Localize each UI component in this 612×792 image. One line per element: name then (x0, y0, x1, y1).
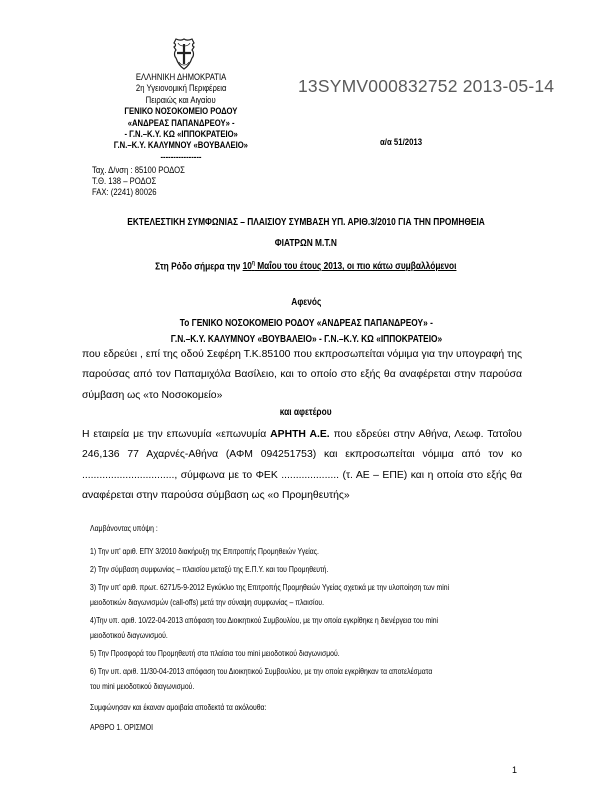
party-a-name: Το ΓΕΝΙΚΟ ΝΟΣΟΚΟΜΕΙΟ ΡΟΔΟΥ «ΑΝΔΡΕΑΣ ΠΑΠΑΝΔΡΕΟΥ» - Γ.Ν.–Κ.Υ. ΚΑΛΥΜΝΟΥ «ΒΟΥΒΑΛΕΙΟ» - Γ.Ν.–Κ.Υ. ΚΩ «ΙΠΠΟΚΡΑΤΕΙΟ» (170, 318, 442, 345)
contact-line: FAX: (2241) 80026 (92, 186, 157, 197)
party-b-text: Η εταιρεία με την επωνυμία «επωνυμία ΑΡΗΤΗ Α.Ε. που εδρεύει στην Αθήνα, Λεωφ. Τατοΐου 246,136 77 Αχαρνές-Αθήνα (ΑΦΜ 094251753) και εκπροσωπείται νόμιμα από τον κο ................................, σύμφωνα με το ΦΕΚ .................... (τ. ΑΕ – ΕΠΕ) και η οποία στο εξής θα αναφέρεται στην παρούσα σύμβαση ως «ο Προμηθευτής» (82, 429, 522, 502)
contact-line: Τ.Θ. 138 – ΡΟΔΟΣ (92, 175, 157, 186)
list-item: 2) Την σύμβαση συμφωνίας – πλαισίου μεταξύ της Ε.Π.Υ. και του Προμηθευτή. (90, 564, 329, 574)
list-item: 5) Την Προσφορά του Προμηθευτή στα πλαίσια του mini μειοδοτικού διαγωνισμού. (90, 648, 340, 658)
article-heading: ΑΡΘΡΟ 1. ΟΡΙΣΜΟΙ (90, 722, 154, 732)
list-item: 1) Την υπ' αριθ. ΕΠΥ 3/2010 διακήρυξη της Επιτροπής Προμηθειών Υγείας. (90, 546, 319, 556)
header-line: ΕΛΛΗΝΙΚΗ ΔΗΜΟΚΡΑΤΙΑ (135, 71, 227, 82)
list-item: 6) Την υπ. αριθ. 11/30-04-2013 απόφαση του Διοικητικού Συμβουλίου, με την οποία εγκρίθηκαν τα αποτελέσματα (90, 666, 433, 676)
party-b-heading: και αφετέρου (280, 407, 332, 418)
date-line: Στη Ρόδο σήμερα την $10^\eta$ Μαΐου του έτους 2013, οι πιο κάτω συμβαλλόμενοι (155, 261, 457, 273)
party-a-heading: Αφενός (290, 297, 322, 308)
party-a-text: που εδρεύει , επί της οδού Σεφέρη Τ.Κ.85100 που εκπροσωπείται νόμιμα για την υπογραφή της παρούσας από τον Παπαμιχόλα Βασίλειο, και το οποίο στο εξής θα αναφέρεται στην παρούσα σύμβαση ως «το Νοσοκομείο» (82, 349, 522, 401)
header-line: «ΑΝΔΡΕΑΣ ΠΑΠΑΝΔΡΕΟΥ» - (127, 116, 235, 128)
issuer-header (78, 71, 284, 162)
considering-list (90, 544, 530, 694)
header-line: Γ.Ν.–Κ.Υ. ΚΑΛΥΜΝΟΥ «ΒΟΥΒΑΛΕΙΟ» (113, 139, 249, 151)
header-line: Πειραιώς και Αιγαίου (146, 93, 216, 105)
agreed-statement: Συμφώνησαν και έκαναν αμοιβαία αποδεκτά τα ακόλουθα: (90, 702, 267, 712)
header-line: 2η Υγειονομική Περιφέρεια (135, 82, 227, 94)
contact-line: Ταχ. Δ/νση : 85100 ΡΟΔΟΣ (92, 164, 185, 175)
greek-coat-of-arms-logo (172, 38, 196, 70)
document-title: ΕΚΤΕΛΕΣΤΙΚΗ ΣΥΜΦΩΝΙΑΣ – ΠΛΑΙΣΙΟΥ ΣΥΜΒΑΣΗ ΥΠ. ΑΡΙΘ.3/2010 ΓΙΑ ΤΗΝ ΠΡΟΜΗΘΕΙΑ (127, 217, 485, 228)
list-item: μειοδοτικών διαγωνισμών (call-offs) μετά την σύναψη συμφωνίας – πλαισίου. (90, 597, 325, 607)
list-item: 4)Την υπ. αριθ. 10/22-04-2013 απόφαση του Διοικητικού Συμβουλίου, με την οποία εγκρίθηκε η διενέργεια του mini (90, 615, 439, 625)
header-line: - Γ.Ν.–Κ.Υ. ΚΩ «ΙΠΠΟΚΡΑΤΕΙΟ» (124, 128, 238, 140)
reference-number: α/α 51/2013 (380, 137, 423, 148)
document-subtitle: ΦΙΑΤΡΩΝ Μ.Τ.Ν (274, 238, 338, 249)
list-item: 3) Την υπ' αριθ. πρωτ. 6271/5-9-2012 Εγκύκλιο της Επιτροπής Προμηθειών Υγείας σχετικά με την υλοποίηση των mini (90, 582, 450, 592)
header-line: ---------------- (160, 150, 202, 162)
list-item: του mini μειοδοτικού διαγωνισμού. (90, 681, 195, 691)
considering-heading: Λαμβάνοντας υπόψη : (90, 523, 158, 533)
header-line: ΓΕΝΙΚΟ ΝΟΣΟΚΟΜΕΙΟ ΡΟΔΟΥ (124, 105, 238, 117)
registry-stamp: 13SYMV000832752 2013-05-14 (298, 76, 555, 96)
list-item: μειοδοτικού διαγωνισμού. (90, 630, 168, 640)
contact-info (92, 164, 205, 197)
page-number: 1 (512, 765, 518, 775)
